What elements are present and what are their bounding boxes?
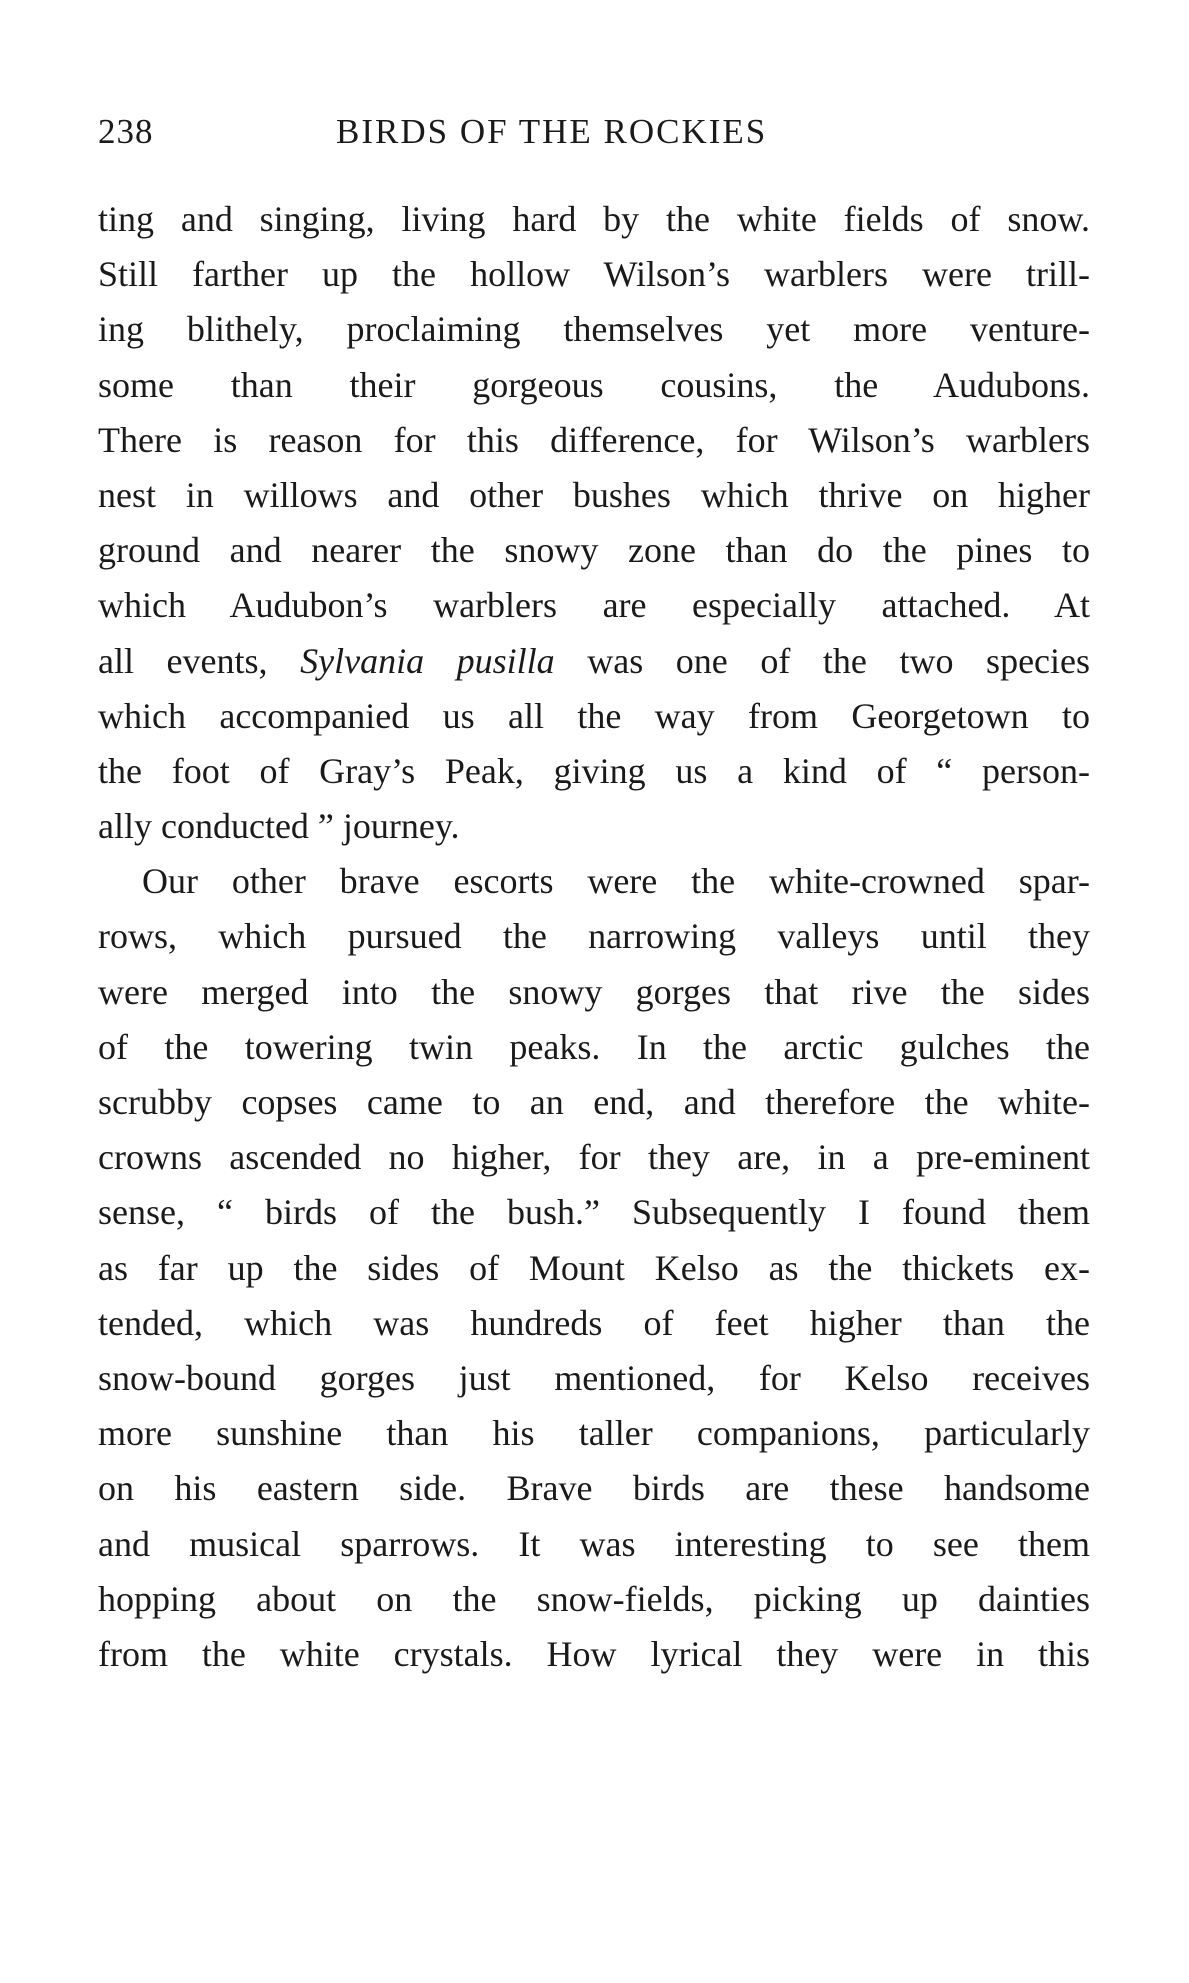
running-head — [98, 112, 1090, 162]
text-line: snow-bound gorges just mentioned, for Kelso receives — [98, 1357, 1090, 1398]
text-line: Our other brave escorts were the white-crowned spar- — [142, 861, 1090, 902]
text-line: and musical sparrows. It was interesting to see them — [98, 1523, 1090, 1564]
paragraph-1 — [98, 192, 1090, 854]
text-line-with-species-name — [98, 634, 1090, 689]
text-line: which Audubon’s warblers are especially attached. At — [98, 585, 1090, 626]
text-line: some than their gorgeous cousins, the Audubons. — [98, 364, 1090, 405]
text-line: ing blithely, proclaiming themselves yet more venture- — [98, 309, 1090, 350]
body-text — [98, 192, 1090, 1682]
line-text-after: was one of the two species — [554, 640, 1091, 681]
text-line: were merged into the snowy gorges that rive the sides — [98, 971, 1090, 1012]
text-line: tended, which was hundreds of feet higher than the — [98, 1302, 1090, 1343]
text-line: nest in willows and other bushes which thrive on higher — [98, 474, 1090, 515]
book-title: BIRDS OF THE ROCKIES — [336, 112, 768, 151]
text-line: as far up the sides of Mount Kelso as the thickets ex- — [98, 1247, 1090, 1288]
text-line: from the white crystals. How lyrical they were in this — [98, 1633, 1090, 1674]
page-number: 238 — [98, 112, 154, 151]
text-line: of the towering twin peaks. In the arctic gulches the — [98, 1026, 1090, 1067]
text-line: more sunshine than his taller companions, particularly — [98, 1413, 1090, 1454]
text-line: the foot of Gray’s Peak, giving us a kind of “ person- — [98, 750, 1090, 791]
text-line: There is reason for this difference, for Wilson’s warblers — [98, 419, 1090, 460]
text-line: ting and singing, living hard by the white fields of snow. — [98, 199, 1090, 239]
species-name: Sylvania pusilla — [300, 640, 555, 681]
text-line: rows, which pursued the narrowing valleys until they — [98, 916, 1090, 957]
text-line: hopping about on the snow-fields, picking up dainties — [98, 1578, 1090, 1619]
text-line: which accompanied us all the way from Georgetown to — [98, 695, 1090, 736]
line-text-before: all events, — [98, 640, 301, 681]
text-line: ground and nearer the snowy zone than do the pines to — [98, 530, 1090, 571]
paragraph-2 — [98, 854, 1090, 1682]
text-line: Still farther up the hollow Wilson’s warblers were trill- — [98, 254, 1090, 295]
text-line: on his eastern side. Brave birds are these handsome — [98, 1468, 1090, 1509]
text-line: ally conducted ” journey. — [98, 806, 460, 847]
text-line: scrubby copses came to an end, and therefore the white- — [98, 1082, 1090, 1122]
text-line: crowns ascended no higher, for they are, in a pre-eminent — [98, 1137, 1090, 1178]
text-line: sense, “ birds of the bush.” Subsequently I found them — [98, 1192, 1090, 1233]
